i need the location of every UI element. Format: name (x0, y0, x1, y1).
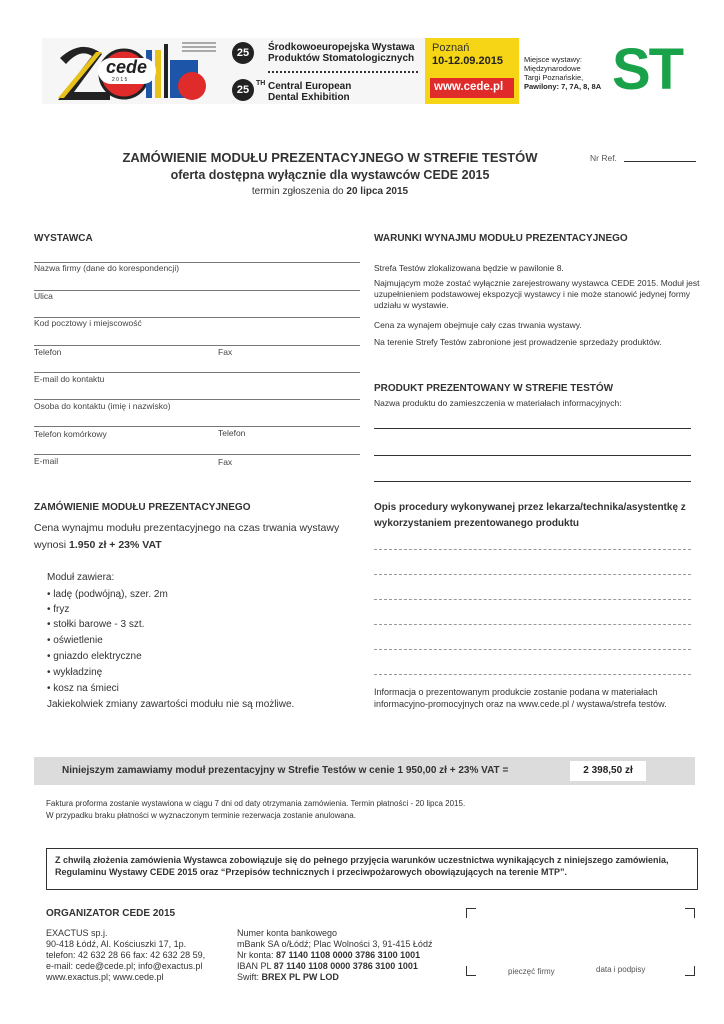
venue-line-4: Pawilony: 7, 7A, 8, 8A (524, 82, 602, 91)
product-line-1[interactable] (374, 428, 691, 429)
procedure-line-1[interactable] (374, 549, 691, 550)
order-note: Jakiekolwiek zmiany zawartości modułu nie są możliwe. (47, 699, 295, 710)
email-field[interactable] (34, 454, 360, 455)
include-item: • oświetlenie (47, 635, 103, 646)
street-field[interactable] (34, 290, 360, 291)
bank-account-label: Nr konta: (237, 950, 277, 960)
summary-text: Niniejszym zamawiamy moduł prezentacyjny w Strefie Testów w cenie 1 950,00 zł + 23% VAT = (62, 765, 509, 776)
organizer-line: 90-418 Łódź, Al. Kościuszki 17, 1p. (46, 939, 187, 949)
organizer-line: www.exactus.pl; www.cede.pl (46, 972, 164, 982)
city-label: Poznań (432, 42, 470, 54)
product-label: Nazwa produktu do zamieszczenia w materiałach informacyjnych: (374, 398, 622, 408)
procedure-line-3[interactable] (374, 599, 691, 600)
expo-name-pl-2: Produktów Stomatologicznych (268, 53, 415, 64)
phone-label: Telefon (34, 347, 62, 357)
dates-label: 10-12.09.2015 (432, 55, 503, 67)
email-label: E-mail (34, 456, 59, 466)
mobile-field[interactable] (34, 426, 360, 427)
order-heading: ZAMÓWIENIE MODUŁU PREZENTACYJNEGO (34, 502, 251, 513)
venue-line-1: Miejsce wystawy: (524, 55, 582, 64)
bank-line: Numer konta bankowego (237, 928, 338, 938)
bank-swift (237, 972, 339, 983)
signature-label: data i podpisy (596, 965, 646, 974)
procedure-line-6[interactable] (374, 674, 691, 675)
contact-person-field[interactable] (34, 399, 360, 400)
website-link[interactable]: www.cede.pl (434, 81, 504, 93)
ref-field[interactable] (624, 161, 696, 162)
include-item: • wykładzinę (47, 667, 103, 678)
price-value: 1.950 zł + 23% VAT (69, 539, 162, 551)
mobile-label: Telefon komórkowy (34, 429, 107, 439)
include-item: • kosz na śmieci (47, 683, 119, 694)
header-dotted-divider (268, 71, 418, 73)
procedure-line-4[interactable] (374, 624, 691, 625)
swift-code: BREX PL PW LOD (261, 972, 339, 982)
exhibitor-heading: WYSTAWCA (34, 233, 93, 244)
organizer-line: EXACTUS sp.j. (46, 928, 108, 938)
contact-person-label: Osoba do kontaktu (imię i nazwisko) (34, 401, 171, 411)
ref-label: Nr Ref. (590, 153, 617, 163)
venue-line-2: Międzynarodowe (524, 64, 581, 73)
procedure-heading: Opis procedury wykonywanej przez lekarza/technika/asystentkę z wykorzystaniem prezentowanego produktu (374, 502, 686, 529)
postal-label: Kod pocztowy i miejscowość (34, 318, 142, 328)
email-contact-field[interactable] (34, 372, 360, 373)
invoice-note-2: W przypadku braku płatności w wyznaczonym terminie rezerwacja zostanie anulowana. (46, 811, 356, 820)
organizer-line: e-mail: cede@cede.pl; info@exactus.pl (46, 961, 203, 971)
deadline-prefix: termin zgłoszenia do (251, 186, 347, 197)
bank-account (237, 950, 420, 961)
fax-label: Fax (218, 347, 233, 357)
bank-line: mBank SA o/Łódź; Plac Wolności 3, 91-415 Łódź (237, 939, 433, 949)
email-contact-label: E-mail do kontaktu (34, 374, 105, 384)
condition-eligibility: Najmującym może zostać wyłącznie zarejestrowany wystawca CEDE 2015. Moduł jest uzupełnieniem podstawowej ekspozycji wystawcy i nie może stanowić jedynej formy udziału w wystawie. (374, 278, 700, 310)
organizer-heading: ORGANIZATOR CEDE 2015 (46, 908, 176, 919)
logo-year: 2 0 1 5 (112, 77, 128, 83)
total-amount: 2 398,50 zł (570, 761, 646, 781)
expo-name-pl-1: Środkowoeuropejska Wystawa (268, 42, 415, 53)
street-label: Ulica (34, 291, 53, 301)
venue-line-3: Targi Poznańskie, (524, 73, 584, 82)
condition-sales: Na terenie Strefy Testów zabronione jest prowadzenie sprzedaży produktów. (374, 337, 662, 347)
cede-logo (52, 40, 222, 102)
declaration-text: Z chwilą złożenia zamówienia Wystawca zobowiązuje się do pełnego przyjęcia warunków uczestnictwa wynikających z niniejszego zamówienia, Regulaminu Wystawy CEDE 2015 oraz “Przepisów technicznych i przeciwpożarowych obowiązujących na terenie MTP”. (55, 855, 669, 877)
logo-text: cede (106, 57, 148, 77)
product-line-3[interactable] (374, 481, 691, 482)
expo-name-en-1: Central European (268, 81, 352, 92)
bank-account-number: 87 1140 1108 0000 3786 3100 1001 (276, 950, 421, 960)
organizer-line: telefon: 42 632 28 66 fax: 42 632 28 59, (46, 950, 206, 960)
anniversary-badge-pl: 25 (232, 42, 254, 64)
include-item: • fryz (47, 604, 70, 615)
form-code: ST (612, 37, 683, 102)
phone2-label: Telefon (218, 428, 246, 438)
deadline (60, 186, 600, 197)
anniversary-badge-en: 25 (232, 79, 254, 101)
iban-number: 87 1140 1108 0000 3786 3100 1001 (273, 961, 418, 971)
procedure-line-5[interactable] (374, 649, 691, 650)
fax2-label: Fax (218, 457, 233, 467)
includes-label: Moduł zawiera: (47, 572, 115, 583)
stamp-label: pieczęć firmy (508, 967, 555, 976)
signature-area[interactable] (470, 910, 690, 972)
product-heading: PRODUKT PREZENTOWANY W STREFIE TESTÓW (374, 383, 614, 394)
anniversary-suffix: TH (256, 80, 266, 87)
procedure-info: Informacja o prezentowanym produkcie zostanie podana w materiałach informacyjno-promocyjnych oraz na www.cede.pl / wystawa/strefa testów. (374, 687, 667, 709)
deadline-date: 20 lipca 2015 (346, 186, 409, 197)
form-subtitle: oferta dostępna wyłącznie dla wystawców CEDE 2015 (170, 168, 490, 182)
include-item: • stołki barowe - 3 szt. (47, 619, 145, 630)
phone-fax-field[interactable] (34, 345, 360, 346)
price-text: Cena wynajmu modułu prezentacyjnego na czas trwania wystawy wynosi (34, 522, 340, 551)
order-price (34, 520, 364, 554)
company-label: Nazwa firmy (dane do korespondencji) (34, 263, 180, 273)
iban-label: IBAN PL (237, 961, 274, 971)
condition-price: Cena za wynajem obejmuje cały czas trwania wystawy. (374, 320, 582, 330)
conditions-heading: WARUNKI WYNAJMU MODUŁU PREZENTACYJNEGO (374, 233, 628, 244)
condition-location: Strefa Testów zlokalizowana będzie w pawilonie 8. (374, 263, 564, 273)
bank-iban (237, 961, 418, 972)
include-item: • gniazdo elektryczne (47, 651, 142, 662)
include-item: • ladę (podwójną), szer. 2m (47, 589, 168, 600)
swift-label: Swift: (237, 972, 262, 982)
product-line-2[interactable] (374, 455, 691, 456)
invoice-note-1: Faktura proforma zostanie wystawiona w ciągu 7 dni od daty otrzymania zamówienia. Termin płatności - 20 lipca 2015. (46, 799, 466, 808)
procedure-line-2[interactable] (374, 574, 691, 575)
expo-name-en-2: Dental Exhibition (268, 92, 350, 103)
form-title: ZAMÓWIENIE MODUŁU PREZENTACYJNEGO W STREFIE TESTÓW (122, 150, 538, 165)
